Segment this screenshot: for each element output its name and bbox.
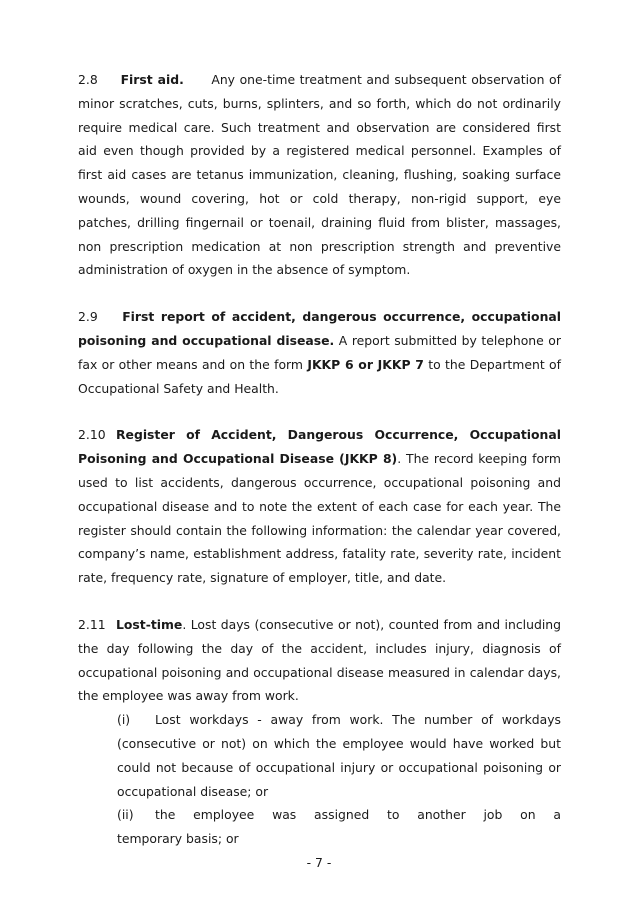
list-item-label: (ii): [117, 807, 134, 823]
section-body: Any one-time treatment and subsequent observation of minor scratches, cuts, burns, splinters, and so forth, which do not ordinarily require medical care. Such treatment and observation are considered first aid even though provided by a registered medical personnel. Examples of first aid cases are tetanus immunization, cleaning, flushing, soaking surface wounds, wound covering, hot or cold therapy, non-rigid support, eye patches, drilling fingernail or toenail, draining fluid from blister, massages, non prescription medication at non prescription strength and preventive administration of oxygen in the absence of symptom.: [78, 72, 561, 278]
form-reference: JKKP 6 or JKKP 7: [307, 356, 424, 372]
section-2-9: [78, 305, 561, 400]
section-heading: First aid.: [120, 72, 184, 87]
section-2-11: [78, 613, 561, 708]
list-item-text: Lost workdays - away from work. The number of workdays (consecutive or not) on which the employee would have worked but could not because of occupational injury or occupational poisoning or occupational disease; or: [117, 712, 561, 799]
list-item-i: [117, 708, 561, 803]
list-item-text: the employee was assigned to another job on a: [155, 807, 561, 823]
list-item-line: temporary basis; or: [117, 831, 239, 847]
list-item-ii: [117, 803, 561, 851]
section-body: A report submitted by telephone or fax or other means and on the form: [78, 332, 561, 372]
section-body: . The record keeping form used to list accidents, dangerous occurrence, occupational poisoning and occupational disease and to note the extent of each case for each year. The register should contain the following information: the calendar year covered, company’s name, establishment address, fatality rate, severity rate, incident rate, frequency rate, signature of employer, title, and date.: [78, 451, 561, 586]
section-2-8: [78, 68, 561, 282]
section-number: 2.9: [78, 309, 98, 325]
section-number: 2.11: [78, 616, 106, 632]
document-page: [78, 68, 561, 851]
section-2-10: [78, 423, 561, 590]
list-item-label: (i): [117, 712, 131, 728]
section-heading: First report of accident, dangerous occurrence, occupational poisoning and occupational disease.: [78, 309, 561, 348]
section-number: 2.10: [78, 427, 106, 443]
section-body: . Lost days (consecutive or not), counted from and including the day following the day of the accident, includes injury, diagnosis of occupational poisoning and occupational disease measured in calendar days, the employee was away from work.: [78, 616, 561, 704]
section-body-continued: to the Department of Occupational Safety and Health.: [78, 356, 561, 396]
section-heading: Lost-time: [116, 616, 183, 632]
list-item-line: [117, 803, 561, 827]
section-heading: Register of Accident, Dangerous Occurrence, Occupational Poisoning and Occupational Disease (JKKP 8): [78, 427, 561, 467]
section-number: 2.8: [78, 72, 98, 87]
page-number: - 7 -: [306, 855, 332, 870]
